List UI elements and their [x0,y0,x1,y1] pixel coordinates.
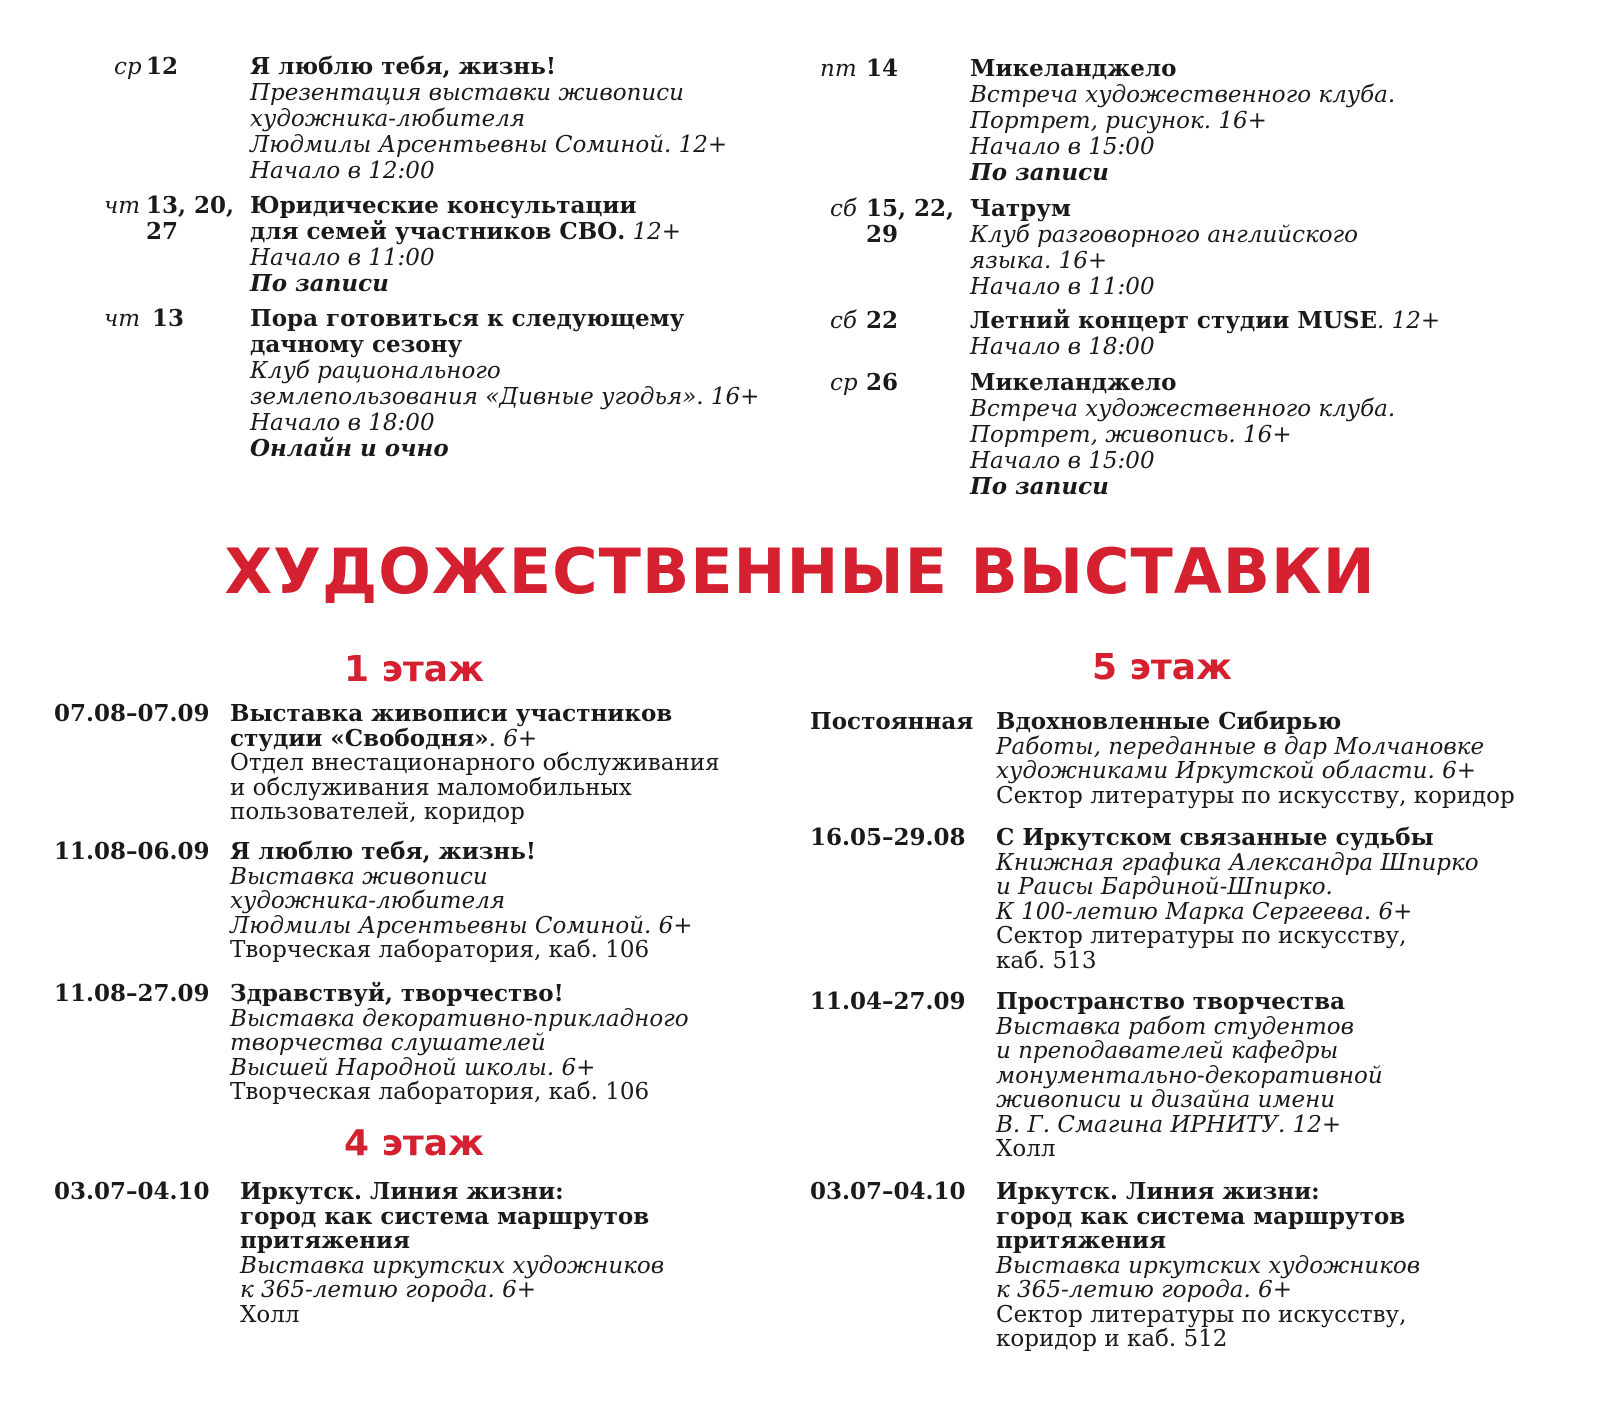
event-date: 27 [146,218,179,245]
floor-heading: 1 этаж [344,649,484,690]
event-time: Начало в 12:00 [250,158,435,184]
exhibition-item [54,982,734,1105]
event-description: художника-любителя [250,106,526,132]
exhibition-description: Работы, переданные в дар Молчановке [996,733,1485,760]
exhibition-description: живописи и дизайна имени [996,1087,1336,1113]
exhibition-description: Людмилы Арсентьевны Соминой. 6+ [230,912,693,939]
exhibition-item [810,990,1590,1162]
event-date: 14 [866,55,899,82]
exhibition-place: Творческая лаборатория, каб. 106 [230,1079,650,1105]
exhibition-description: Выставка декоративно-прикладного [230,1005,689,1032]
exhibition-title: С Иркутском связанные судьбы [996,824,1434,851]
exhibition-place: коридор и каб. 512 [996,1326,1228,1352]
floor-heading: 4 этаж [344,1123,484,1164]
event-note: По записи [970,159,1109,186]
exhibition-dates: 11.08–06.09 [54,838,210,865]
event-date: 13, 20, [146,192,235,219]
event-item [100,193,720,297]
event-description: Клуб рационального [250,358,501,384]
event-title: Юридические консультации [250,192,637,219]
event-item [820,196,1460,300]
event-weekday: пт [820,56,857,82]
exhibition-item [810,1180,1590,1352]
event-description: Презентация выставки живописи [250,80,684,106]
event-time: Начало в 15:00 [970,134,1155,160]
event-weekday: сб [830,308,857,334]
exhibition-dates: 07.08–07.09 [54,700,210,727]
event-item [100,53,728,184]
event-date: 13 [152,305,185,332]
event-description: Людмилы Арсентьевны Соминой. 12+ [250,132,728,158]
event-title: Микеланджело [970,369,1177,396]
exhibition-place: Отдел внестационарного обслуживания [230,750,720,776]
event-title: Чатрум [970,195,1071,222]
exhibition-description: Выставка иркутских художников [996,1252,1421,1279]
event-age: . 12+ [1377,308,1441,334]
event-date: 15, 22, [866,195,955,222]
event-title: Я люблю тебя, жизнь! [250,53,556,80]
exhibition-place: Холл [996,1136,1056,1162]
exhibition-place: Творческая лаборатория, каб. 106 [230,937,650,963]
exhibition-title: город как система маршрутов [240,1202,650,1230]
exhibition-description: творчества слушателей [230,1030,546,1056]
event-age: 12+ [625,219,682,245]
exhibition-description: и преподавателей кафедры [996,1038,1339,1064]
event-weekday: ср [114,54,142,80]
exhibition-place: Сектор литературы по искусству, [996,923,1407,949]
event-date: 22 [866,307,899,334]
event-date: 12 [146,53,179,80]
exhibition-dates: 03.07–04.10 [54,1178,210,1205]
event-description: Клуб разговорного английского [970,222,1359,248]
exhibition-age: . 6+ [488,725,538,752]
exhibition-title: Здравствуй, творчество! [230,980,564,1007]
floor-heading: 5 этаж [1092,647,1232,688]
exhibition-dates: 11.08–27.09 [54,980,210,1007]
exhibition-description: монументально-декоративной [996,1062,1383,1089]
exhibition-title: Иркутск. Линия жизни: [996,1178,1320,1205]
exhibition-title: Вдохновленные Сибирью [996,708,1342,735]
event-item [100,305,760,462]
exhibition-title: Я люблю тебя, жизнь! [230,838,536,865]
event-description: языка. 16+ [970,248,1108,274]
exhibition-title: Иркутск. Линия жизни: [240,1178,564,1205]
exhibition-description: художниками Иркутской области. 6+ [996,758,1477,784]
event-description: Портрет, живопись. 16+ [970,422,1292,448]
event-title: Пора готовиться к следующему [250,305,685,332]
exhibition-dates: Постоянная [810,708,974,735]
exhibition-item [810,710,1590,808]
event-title: Летний концерт студии MUSE [970,307,1378,334]
exhibition-description: В. Г. Смагина ИРНИТУ. 12+ [996,1111,1342,1138]
event-time: Начало в 11:00 [970,274,1155,300]
event-description: Портрет, рисунок. 16+ [970,108,1267,134]
exhibition-dates: 16.05–29.08 [810,824,966,851]
exhibition-title: притяжения [240,1227,410,1254]
event-time: Начало в 15:00 [970,448,1155,474]
exhibition-place: каб. 513 [996,947,1097,974]
exhibition-dates: 11.04–27.09 [810,988,966,1015]
event-time: Начало в 18:00 [970,334,1155,360]
exhibition-place: Сектор литературы по искусству, коридор [996,782,1515,809]
exhibition-place: Сектор литературы по искусству, [996,1301,1407,1328]
event-note: По записи [250,270,389,297]
event-weekday: сб [830,196,857,222]
event-item [820,370,1460,500]
event-time: Начало в 11:00 [250,245,435,271]
exhibition-description: Выставка иркутских художников [240,1252,665,1279]
event-description: Встреча художественного клуба. [970,396,1396,422]
exhibition-description: Выставка работ студентов [996,1013,1355,1040]
event-title: для семей участников СВО. [250,218,626,245]
exhibition-dates: 03.07–04.10 [810,1178,966,1205]
exhibition-description: и Раисы Бардиной-Шпирко. [996,874,1333,900]
event-item [820,56,1460,186]
exhibition-description: Книжная графика Александра Шпирко [996,849,1479,876]
exhibition-description: художника-любителя [230,888,506,914]
event-weekday: чт [104,306,141,332]
event-date: 29 [866,221,899,248]
exhibition-title: студии «Свободня» [230,724,489,752]
exhibition-description: Выставка живописи [230,863,488,890]
exhibition-description: к 365-летию города. 6+ [996,1277,1293,1303]
exhibition-place: и обслуживания маломобильных [230,774,632,801]
event-note: Онлайн и очно [250,435,449,462]
section-title: ХУДОЖЕСТВЕННЫЕ ВЫСТАВКИ [224,535,1376,608]
exhibition-description: Высшей Народной школы. 6+ [230,1054,596,1081]
exhibition-item [54,702,734,825]
event-weekday: чт [104,193,141,219]
event-date: 26 [866,369,899,396]
event-note: По записи [970,473,1109,500]
event-description: землепользования «Дивные угодья». 16+ [250,384,760,410]
exhibition-title: Пространство творчества [996,988,1346,1015]
exhibition-item [54,840,734,963]
exhibition-item [54,1180,734,1327]
exhibition-place: Холл [240,1301,300,1328]
event-item [820,308,1460,360]
exhibition-place: пользователей, коридор [230,799,525,825]
event-weekday: ср [830,370,858,396]
event-title: Микеланджело [970,55,1177,82]
exhibition-title: город как система маршрутов [996,1202,1406,1230]
event-time: Начало в 18:00 [250,410,435,436]
exhibition-description: К 100-летию Марка Сергеева. 6+ [996,898,1413,925]
exhibition-title: притяжения [996,1227,1166,1254]
exhibition-title: Выставка живописи участников [230,700,673,727]
exhibition-description: к 365-летию города. 6+ [240,1277,537,1303]
event-title: дачному сезону [250,331,463,358]
exhibition-item [810,826,1590,973]
event-description: Встреча художественного клуба. [970,82,1396,108]
